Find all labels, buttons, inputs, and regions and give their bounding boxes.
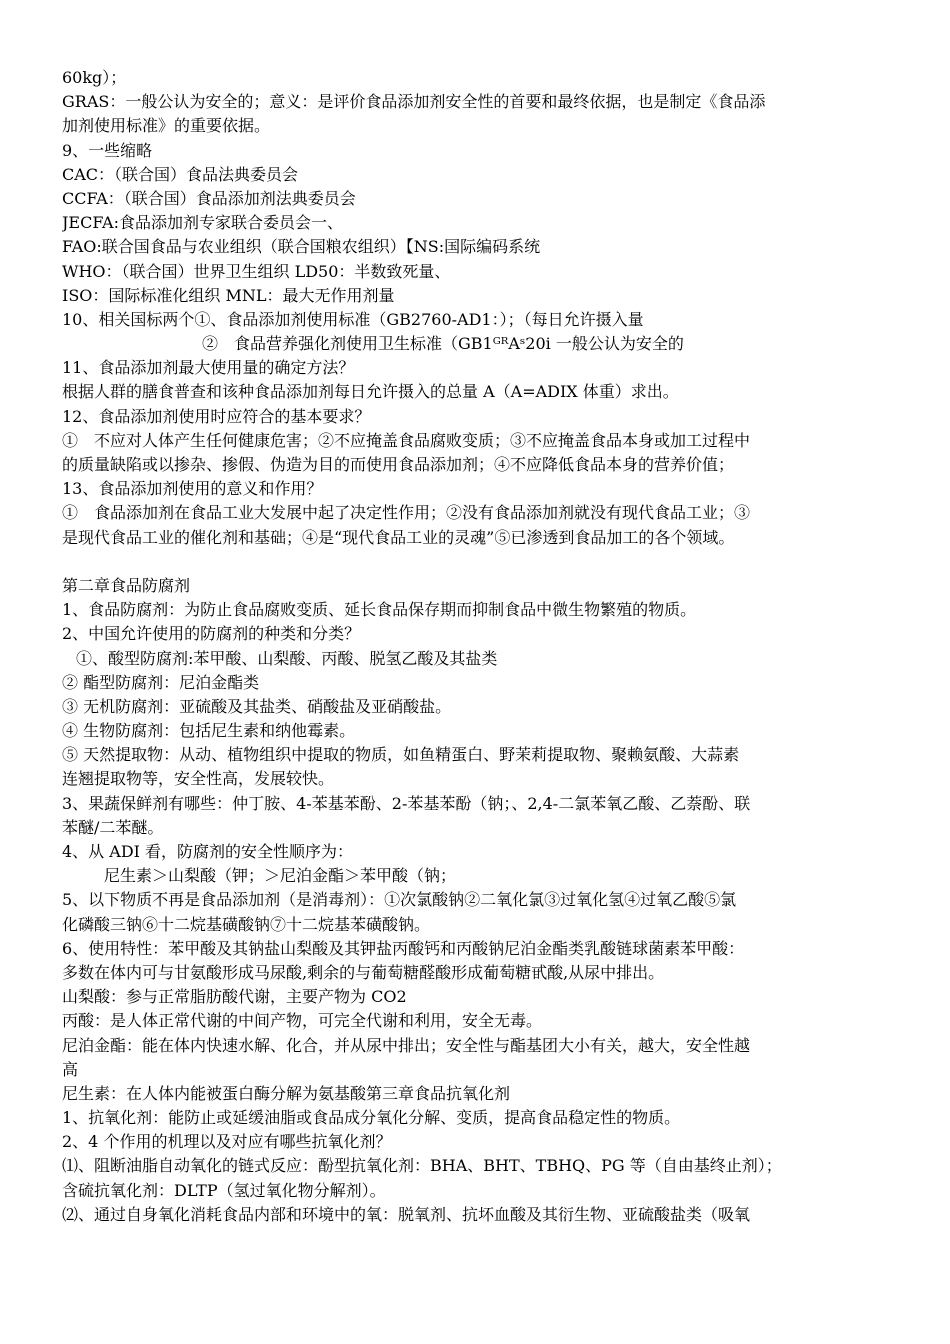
text-line: 6、使用特性：苯甲酸及其钠盐山梨酸及其钾盐丙酸钙和丙酸钠尼泊金酯类乳酸链球菌素苯甲酸： bbox=[62, 938, 745, 958]
text-line: 60kg）； bbox=[62, 68, 127, 87]
text-line: ① 食品添加剂在食品工业大发展中起了决定性作用；②没有食品添加剂就没有现代食品工业；③ bbox=[62, 503, 751, 523]
text-line: 丙酸：是人体正常代谢的中间产物，可完全代谢和利用，安全无毒。 bbox=[62, 1011, 543, 1031]
blank-line bbox=[62, 550, 892, 574]
text-line: 尼生素：在人体内能被蛋白酶分解为氨基酸第三章食品抗氧化剂 bbox=[62, 1083, 511, 1103]
section-heading: 2、4 个作用的机理以及对应有哪些抗氧化剂？ bbox=[62, 1132, 392, 1152]
text-line: CAC：（联合国）食品法典委员会 bbox=[62, 164, 299, 184]
text-line: 化磷酸三钠⑥十二烷基磺酸钠⑦十二烷基苯磺酸钠。 bbox=[62, 914, 431, 934]
text-line: ISO：国际标准化组织 MNL：最大无作用剂量 bbox=[62, 285, 395, 305]
text-line: 尼生素＞山梨酸（钾；＞尼泊金酯＞苯甲酸（钠； bbox=[104, 866, 457, 886]
text-line: ⑵、通过自身氧化消耗食品内部和环境中的氧：脱氧剂、抗坏血酸及其衍生物、亚硫酸盐类（吸氧 bbox=[62, 1204, 751, 1224]
text-line: 山梨酸：参与正常脂肪酸代谢，主要产物为 CO2 bbox=[62, 987, 407, 1007]
chapter-heading: 第二章食品防腐剂 bbox=[62, 575, 191, 595]
section-heading: 11、食品添加剂最大使用量的确定方法？ bbox=[62, 358, 355, 378]
text-line: 加剂使用标准》的重要依据。 bbox=[62, 116, 271, 136]
section-heading: 4、从 ADI 看，防腐剂的安全性顺序为： bbox=[62, 842, 354, 861]
section-heading: 10、相关国标两个①、食品添加剂使用标准（GB2760-AD1：）；（每日允许摄入量 bbox=[62, 309, 644, 329]
text-line: FAO:联合国食品与农业组织（联合国粮农组织）【NS:国际编码系统 bbox=[62, 237, 541, 257]
text-line: GRAS：一般公认为安全的；意义：是评价食品添加剂安全性的首要和最终依据，也是制定《食品添 bbox=[62, 92, 766, 112]
text-line: 连翘提取物等，安全性高，发展较快。 bbox=[62, 769, 335, 789]
list-item: ①、酸型防腐剂:苯甲酸、山梨酸、丙酸、脱氢乙酸及其盐类 bbox=[76, 648, 498, 668]
text-line: CCFA：（联合国）食品添加剂法典委员会 bbox=[62, 188, 356, 208]
text-line: 尼泊金酯：能在体内快速水解、化合，并从尿中排出；安全性与酯基团大小有关，越大，安全性越 bbox=[62, 1035, 751, 1055]
text-line: ① 不应对人体产生任何健康危害；②不应掩盖食品腐败变质；③不应掩盖食品本身或加工过程中 bbox=[62, 430, 751, 450]
text-line: 3、果蔬保鲜剂有哪些：仲丁胺、4-苯基苯酚、2-苯基苯酚（钠；、2,4-二氯苯氧乙酸、乙萘酚、联 bbox=[62, 793, 751, 813]
text-line: 多数在体内可与甘氨酸形成马尿酸,剩余的与葡萄糖醛酸形成葡萄糖甙酸,从尿中排出。 bbox=[62, 962, 665, 982]
text-line: ② 食品营养强化剂使用卫生标准（GB1ᴳᴿAˢ20i 一般公认为安全的 bbox=[202, 334, 684, 354]
text-line: 根据人群的膳食普查和该种食品添加剂每日允许摄入的总量 A（A=ADIX 体重）求出。 bbox=[62, 382, 679, 402]
text-line: 含硫抗氧化剂：DLTP（氢过氧化物分解剂）。 bbox=[62, 1180, 386, 1200]
text-line: ⑴、阻断油脂自动氧化的链式反应：酚型抗氧化剂：BHA、BHT、TBHQ、PG 等（自由基终止剂）； bbox=[62, 1156, 782, 1176]
text-line: 高 bbox=[62, 1059, 79, 1079]
section-heading: 13、食品添加剂使用的意义和作用？ bbox=[62, 479, 323, 499]
text-line: 1、抗氧化剂：能防止或延缓油脂或食品成分氧化分解、变质，提高食品稳定性的物质。 bbox=[62, 1108, 681, 1128]
text-line: 是现代食品工业的催化剂和基础；④是“现代食品工业的灵魂”⑤已渗透到食品加工的各个领域。 bbox=[62, 527, 735, 547]
section-heading: 12、食品添加剂使用时应符合的基本要求？ bbox=[62, 406, 371, 426]
text-line: 苯醚/二苯醚。 bbox=[62, 817, 164, 837]
text-line: JECFA:食品添加剂专家联合委员会一、 bbox=[62, 213, 343, 233]
section-heading: 9、一些缩略 bbox=[62, 140, 153, 160]
text-line: 的质量缺陷或以掺杂、掺假、伪造为目的而使用食品添加剂；④不应降低食品本身的营养价值； bbox=[62, 455, 735, 474]
text-line: 5、以下物质不再是食品添加剂（是消毒剂）：①次氯酸钠②二氧化氯③过氧化氢④过氧乙酸⑤氯 bbox=[62, 890, 737, 910]
list-item: ③ 无机防腐剂：亚硫酸及其盐类、硝酸盐及亚硝酸盐。 bbox=[62, 696, 452, 716]
document-page bbox=[62, 66, 892, 1227]
text-line: WHO：（联合国）世界卫生组织 LD50：半数致死量、 bbox=[62, 261, 451, 281]
list-item: ⑤ 天然提取物：从动、植物组织中提取的物质，如鱼精蛋白、野茉莉提取物、聚赖氨酸、大蒜素 bbox=[62, 745, 740, 765]
section-heading: 2、中国允许使用的防腐剂的种类和分类？ bbox=[62, 624, 361, 644]
list-item: ② 酯型防腐剂：尼泊金酯类 bbox=[62, 672, 260, 692]
list-item: ④ 生物防腐剂：包括尼生素和纳他霉素。 bbox=[62, 721, 356, 741]
text-line: 1、食品防腐剂：为防止食品腐败变质、延长食品保存期而抑制食品中微生物繁殖的物质。 bbox=[62, 600, 697, 620]
